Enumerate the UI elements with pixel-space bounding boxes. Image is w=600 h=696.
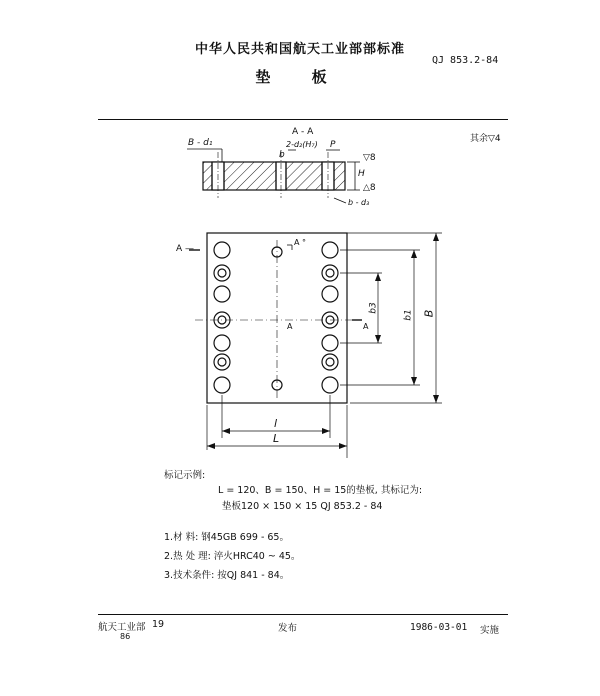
plan-view bbox=[189, 233, 442, 458]
dim-L: L bbox=[273, 432, 280, 445]
roughness-bottom: △8 bbox=[363, 183, 376, 193]
cut-marker-top: A ° bbox=[294, 238, 307, 247]
cut-marker-center: A bbox=[287, 322, 293, 331]
dim-B: B bbox=[422, 309, 436, 318]
dim-l: l bbox=[274, 417, 278, 430]
section-label: A - A bbox=[292, 127, 314, 137]
dim-label-h: H bbox=[358, 169, 365, 179]
footer-issuer-page: 19 bbox=[152, 619, 165, 630]
note-technical-conditions: 3.技术条件: 按QJ 841 - 84。 bbox=[164, 570, 290, 581]
footer-issuer-sub: 86 bbox=[120, 632, 131, 641]
dim-label-p: P bbox=[330, 140, 336, 150]
example-label: 标记示例: bbox=[164, 470, 206, 481]
footer-date: 1986-03-01 bbox=[410, 622, 468, 633]
cut-marker-right: A bbox=[363, 322, 369, 331]
dim-label-b: b bbox=[279, 150, 285, 160]
dim-bore-left: B - d₁ bbox=[188, 138, 213, 148]
dim-b1: b1 bbox=[403, 309, 414, 321]
footer-issuer: 航天工业部 bbox=[98, 622, 146, 633]
dim-b3: b3 bbox=[368, 302, 379, 314]
example-line-2: 垫板120 × 150 × 15 QJ 853.2 - 84 bbox=[222, 501, 383, 512]
dim-bore-right: b - d₃ bbox=[348, 198, 370, 207]
footer-issue-word: 发布 bbox=[278, 623, 298, 634]
note-heat-treatment: 2.热 处 理: 淬火HRC40 ~ 45。 bbox=[164, 551, 301, 562]
document-title: 垫 板 bbox=[255, 68, 345, 86]
note-material: 1.材 料: 钢45GB 699 - 65。 bbox=[164, 532, 289, 543]
bottom-rule bbox=[98, 614, 508, 615]
standard-organization: 中华人民共和国航天工业部部标准 bbox=[194, 42, 405, 57]
dim-bore-top: 2-d₂(H₇) bbox=[286, 140, 318, 149]
standard-code: QJ 853.2-84 bbox=[432, 55, 499, 66]
cut-marker-left: A — bbox=[176, 244, 195, 254]
section-view bbox=[187, 149, 360, 203]
example-line-1: L = 120、B = 150、H = 15的垫板, 其标记为: bbox=[218, 485, 423, 496]
surface-roughness-note: 其余▽4 bbox=[470, 134, 501, 144]
roughness-top: ▽8 bbox=[363, 153, 376, 163]
footer-implement-word: 实施 bbox=[480, 625, 500, 636]
dimension-arrows bbox=[207, 233, 439, 449]
